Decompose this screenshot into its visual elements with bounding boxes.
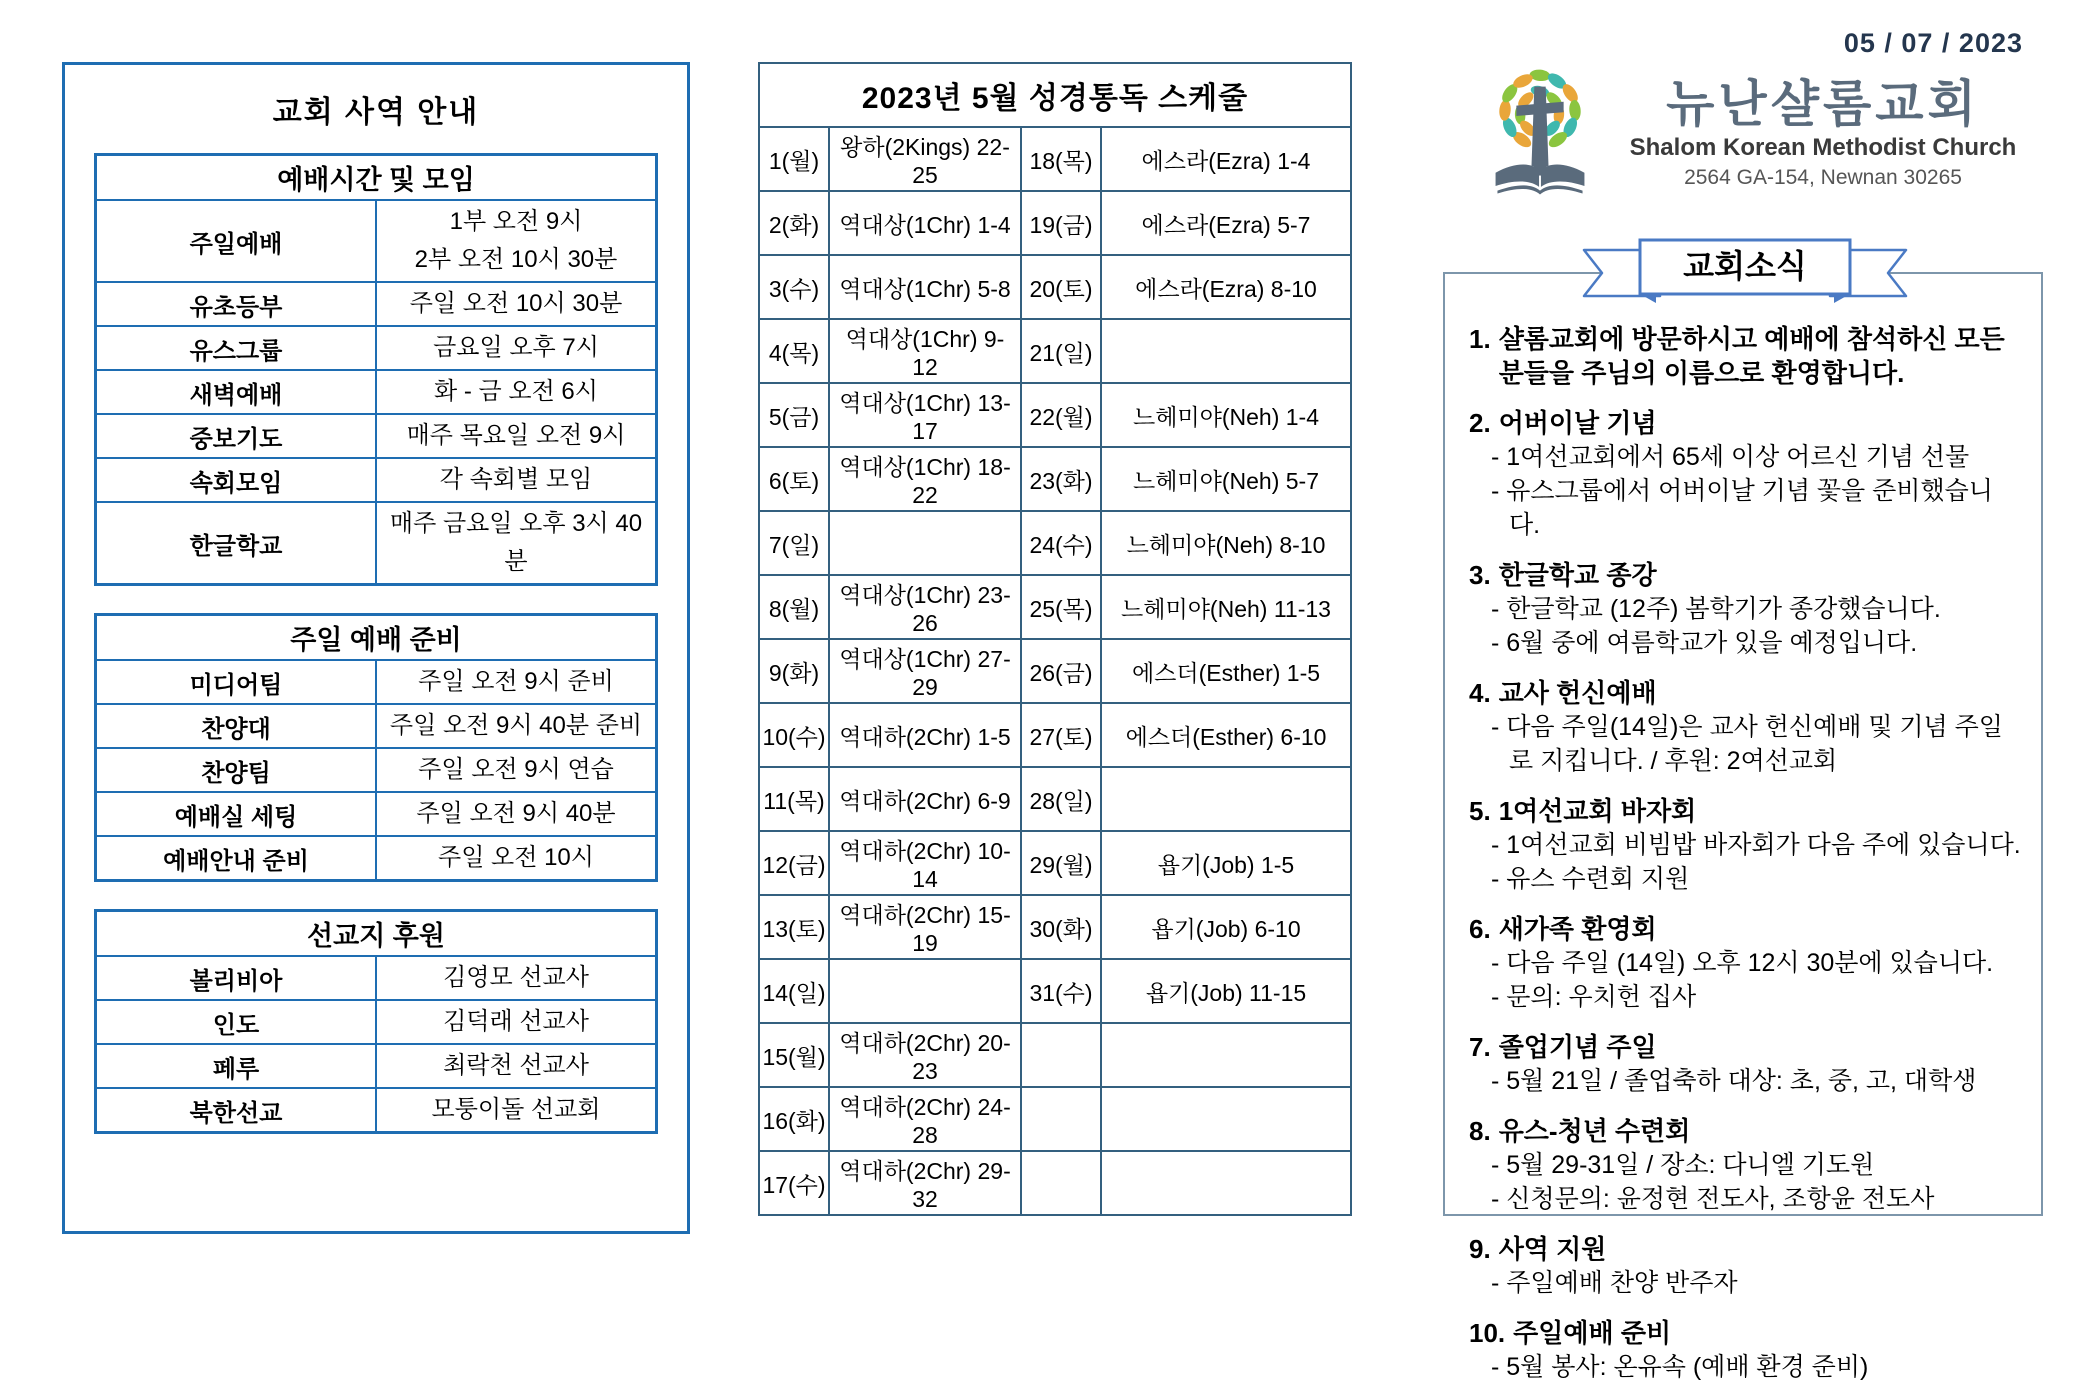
schedule-row [759,127,1351,191]
passage-cell [1101,767,1351,831]
row-value: 매주 금요일 오후 3시 40분 [376,502,657,585]
news-item-heading: 유스-청년 수련회 [1498,1116,1691,1146]
date-cell: 30(화) [1021,895,1101,959]
schedule-row [759,831,1351,895]
news-item [1469,322,2023,390]
passage-cell: 역대상(1Chr) 1-4 [829,191,1021,255]
passage-cell [829,511,1021,575]
date-cell [1021,1087,1101,1151]
ministry-table-header: 예배시간 및 모임 [96,155,657,201]
ministry-table-1 [94,613,658,882]
date-cell: 23(화) [1021,447,1101,511]
ministry-tables [65,153,687,1134]
news-item [1469,1316,2023,1384]
church-name-english: Shalom Korean Methodist Church [1629,134,2017,161]
row-label: 주일예배 [96,200,377,282]
news-item [1469,1114,2023,1216]
church-header [1488,58,2048,208]
row-label: 페루 [96,1044,377,1088]
date-cell: 29(월) [1021,831,1101,895]
news-item-heading: 1여선교회 바자회 [1498,796,1697,826]
news-item [1469,1030,2023,1098]
date-cell: 7(일) [759,511,829,575]
date-cell: 24(수) [1021,511,1101,575]
passage-cell: 느헤미야(Neh) 8-10 [1101,511,1351,575]
passage-cell: 역대상(1Chr) 9-12 [829,319,1021,383]
church-name-korean: 뉴난샬롬교회 [1666,76,1980,132]
passage-cell: 역대하(2Chr) 20-23 [829,1023,1021,1087]
news-item-detail: - 다음 주일(14일)은 교사 헌신예배 및 기념 주일로 지킵니다. / 후원: 2여선교회 [1491,713,2003,775]
passage-cell: 역대상(1Chr) 23-26 [829,575,1021,639]
passage-cell: 에스라(Ezra) 8-10 [1101,255,1351,319]
passage-cell [1101,319,1351,383]
passage-cell: 느헤미야(Neh) 5-7 [1101,447,1351,511]
news-item-detail: - 한글학교 (12주) 봄학기가 종강했습니다. [1491,595,1941,623]
news-item-number: 10. [1469,1318,1506,1348]
table-row [96,792,657,836]
schedule-row [759,447,1351,511]
date-cell: 1(월) [759,127,829,191]
table-row [96,370,657,414]
news-item-detail: - 1여선교회 비빔밥 바자회가 다음 주에 있습니다. [1491,831,2021,859]
date-cell: 21(일) [1021,319,1101,383]
row-label: 북한선교 [96,1088,377,1133]
passage-cell: 느헤미야(Neh) 11-13 [1101,575,1351,639]
passage-cell: 에스더(Esther) 6-10 [1101,703,1351,767]
row-value: 금요일 오후 7시 [376,326,657,370]
row-label: 유스그룹 [96,326,377,370]
news-item [1469,1232,2023,1300]
date-cell: 18(목) [1021,127,1101,191]
schedule-row [759,1151,1351,1215]
row-value: 김영모 선교사 [376,956,657,1000]
passage-cell [1101,1151,1351,1215]
table-row [96,282,657,326]
schedule-row [759,319,1351,383]
news-item-title [1469,794,2023,828]
passage-cell [829,959,1021,1023]
passage-cell: 왕하(2Kings) 22-25 [829,127,1021,191]
news-item-title [1469,912,2023,946]
news-item-number: 5. [1469,796,1491,826]
passage-cell: 역대상(1Chr) 13-17 [829,383,1021,447]
news-item-title [1469,558,2023,592]
news-item-title [1469,1232,2023,1266]
news-item-detail: - 다음 주일 (14일) 오후 12시 30분에 있습니다. [1491,949,1994,977]
date-cell [1021,1023,1101,1087]
news-item-detail: - 주일예배 찬양 반주자 [1491,1269,1738,1297]
news-item [1469,794,2023,896]
row-value: 주일 오전 9시 연습 [376,748,657,792]
date-cell: 12(금) [759,831,829,895]
date-cell: 16(화) [759,1087,829,1151]
table-row [96,200,657,282]
table-row [96,414,657,458]
ministry-table-0 [94,153,658,586]
news-item-detail: - 신청문의: 윤정현 전도사, 조항윤 전도사 [1491,1185,1935,1213]
row-value: 김덕래 선교사 [376,1000,657,1044]
row-label: 미디어팀 [96,660,377,704]
schedule-row [759,191,1351,255]
passage-cell: 에스라(Ezra) 5-7 [1101,191,1351,255]
row-value: 화 - 금 오전 6시 [376,370,657,414]
news-item-title [1469,1316,2023,1350]
date-cell: 31(수) [1021,959,1101,1023]
news-item-number: 2. [1469,408,1491,438]
row-label: 찬양대 [96,704,377,748]
news-item-number: 1. [1469,324,1491,354]
news-item-title [1469,1030,2023,1064]
date-cell: 8(월) [759,575,829,639]
date-cell: 5(금) [759,383,829,447]
news-item-title [1469,676,2023,710]
row-value: 주일 오전 9시 40분 준비 [376,704,657,748]
row-label: 중보기도 [96,414,377,458]
row-label: 볼리비아 [96,956,377,1000]
news-item-heading: 주일예배 준비 [1513,1318,1672,1348]
table-row [96,660,657,704]
news-item-heading: 사역 지원 [1498,1234,1607,1264]
news-item-number: 6. [1469,914,1491,944]
news-item-detail: - 5월 29-31일 / 장소: 다니엘 기도원 [1491,1151,1875,1179]
passage-cell: 욥기(Job) 6-10 [1101,895,1351,959]
row-label: 예배실 세팅 [96,792,377,836]
news-item-heading: 샬롬교회에 방문하시고 예배에 참석하신 모든 분들을 주님의 이름으로 환영합니다. [1498,324,2005,388]
date-cell: 20(토) [1021,255,1101,319]
schedule-row [759,575,1351,639]
schedule-row [759,1023,1351,1087]
date-cell: 2(화) [759,191,829,255]
news-item-heading: 새가족 환영회 [1498,914,1657,944]
ministry-panel [62,62,690,1234]
schedule-row [759,959,1351,1023]
date-cell: 22(월) [1021,383,1101,447]
date-cell: 13(토) [759,895,829,959]
news-item-heading: 한글학교 종강 [1498,560,1657,590]
schedule-row [759,639,1351,703]
news-item-title [1469,1114,2023,1148]
ministry-table-header: 주일 예배 준비 [96,615,657,661]
passage-cell: 욥기(Job) 1-5 [1101,831,1351,895]
row-value: 매주 목요일 오전 9시 [376,414,657,458]
table-row [96,502,657,585]
bulletin-date: 05 / 07 / 2023 [1843,28,2023,58]
passage-cell: 역대하(2Chr) 10-14 [829,831,1021,895]
row-value: 주일 오전 9시 40분 [376,792,657,836]
schedule-row [759,255,1351,319]
passage-cell: 역대하(2Chr) 29-32 [829,1151,1021,1215]
news-item-detail: - 유스 수련회 지원 [1491,865,1690,893]
table-row [96,836,657,881]
date-cell: 25(목) [1021,575,1101,639]
news-item-detail: - 유스그룹에서 어버이날 기념 꽃을 준비했습니다. [1491,477,1993,539]
passage-cell: 역대하(2Chr) 24-28 [829,1087,1021,1151]
ministry-table-2 [94,909,658,1134]
news-item-detail: - 1여선교회에서 65세 이상 어르신 기념 선물 [1491,443,1970,471]
news-list [1443,318,2043,1400]
row-label: 한글학교 [96,502,377,585]
table-row [96,956,657,1000]
news-item-detail: - 5월 21일 / 졸업축하 대상: 초, 중, 고, 대학생 [1491,1067,1977,1095]
row-value: 1부 오전 9시 2부 오전 10시 30분 [376,200,657,282]
passage-cell: 에스라(Ezra) 1-4 [1101,127,1351,191]
date-cell: 14(일) [759,959,829,1023]
table-row [96,326,657,370]
news-item-heading: 어버이날 기념 [1498,408,1657,438]
row-value: 주일 오전 10시 [376,836,657,881]
bible-reading-schedule-table [758,62,1352,1216]
news-item [1469,558,2023,660]
news-item-number: 7. [1469,1032,1491,1062]
row-label: 인도 [96,1000,377,1044]
schedule-row [759,511,1351,575]
date-cell: 15(월) [759,1023,829,1087]
news-item-title [1469,322,2023,390]
schedule-title-row [759,63,1351,127]
row-label: 속회모임 [96,458,377,502]
passage-cell: 에스더(Esther) 1-5 [1101,639,1351,703]
news-item-heading: 졸업기념 주일 [1498,1032,1657,1062]
passage-cell [1101,1023,1351,1087]
passage-cell: 역대하(2Chr) 15-19 [829,895,1021,959]
date-cell: 6(토) [759,447,829,511]
date-cell: 4(목) [759,319,829,383]
date-cell: 9(화) [759,639,829,703]
date-cell: 10(수) [759,703,829,767]
passage-cell: 느헤미야(Neh) 1-4 [1101,383,1351,447]
passage-cell: 역대상(1Chr) 27-29 [829,639,1021,703]
ministry-table-header: 선교지 후원 [96,911,657,957]
row-value: 주일 오전 10시 30분 [376,282,657,326]
date-cell: 11(목) [759,767,829,831]
ministry-panel-title: 교회 사역 안내 [272,96,480,129]
table-row [96,1044,657,1088]
date-cell: 27(토) [1021,703,1101,767]
date-cell: 28(일) [1021,767,1101,831]
schedule-row [759,767,1351,831]
news-ribbon-label: 교회소식 [1683,248,1807,284]
table-row [96,458,657,502]
row-value: 주일 오전 9시 준비 [376,660,657,704]
news-item-number: 8. [1469,1116,1491,1146]
passage-cell: 욥기(Job) 11-15 [1101,959,1351,1023]
table-row [96,1088,657,1133]
church-address: 2564 GA-154, Newnan 30265 [1684,166,1962,189]
news-item-detail: - 5월 봉사: 온유속 (예배 환경 준비) [1491,1353,1869,1381]
news-item [1469,406,2023,542]
row-label: 새벽예배 [96,370,377,414]
news-ribbon-banner [1580,232,1910,310]
news-item-number: 4. [1469,678,1491,708]
schedule-row [759,895,1351,959]
schedule-row [759,383,1351,447]
row-label: 유초등부 [96,282,377,326]
table-row [96,748,657,792]
date-cell [1021,1151,1101,1215]
row-value: 최락천 선교사 [376,1044,657,1088]
schedule-row [759,1087,1351,1151]
schedule-row [759,703,1351,767]
news-item-detail: - 6월 중에 여름학교가 있을 예정입니다. [1491,629,1918,657]
date-cell: 17(수) [759,1151,829,1215]
news-item-number: 3. [1469,560,1491,590]
passage-cell: 역대상(1Chr) 5-8 [829,255,1021,319]
news-item [1469,676,2023,778]
news-item [1469,912,2023,1014]
row-value: 모퉁이돌 선교회 [376,1088,657,1133]
table-row [96,1000,657,1044]
date-cell: 19(금) [1021,191,1101,255]
schedule-title: 2023년 5월 성경통독 스케줄 [759,63,1351,127]
passage-cell: 역대상(1Chr) 18-22 [829,447,1021,511]
passage-cell: 역대하(2Chr) 1-5 [829,703,1021,767]
news-item-number: 9. [1469,1234,1491,1264]
row-value: 각 속회별 모임 [376,458,657,502]
passage-cell: 역대하(2Chr) 6-9 [829,767,1021,831]
date-cell: 3(수) [759,255,829,319]
passage-cell [1101,1087,1351,1151]
row-label: 예배안내 준비 [96,836,377,881]
news-item-heading: 교사 헌신예배 [1498,678,1657,708]
tree-cross-open-book-icon [1488,60,1592,206]
news-item-detail: - 문의: 우치헌 집사 [1491,983,1697,1011]
row-label: 찬양팀 [96,748,377,792]
date-cell: 26(금) [1021,639,1101,703]
table-row [96,704,657,748]
news-item-title [1469,406,2023,440]
